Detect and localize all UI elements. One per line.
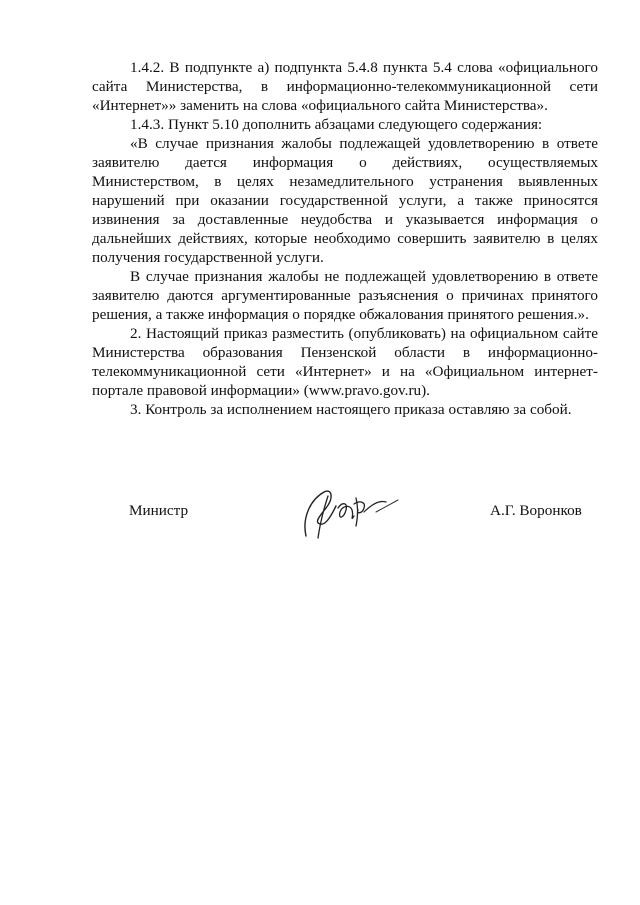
handwritten-signature bbox=[294, 478, 404, 548]
signatory-title: Министр bbox=[129, 502, 189, 519]
paragraph-complaint-satisfied: «В случае признания жалобы подлежащей удовлетворению в ответе заявителю дается информация о действиях, осуществляемых Министерством, в целях незамедлительного устранения выявленных нарушений при оказании государственной услуги, а также приносятся извинения за доставленные неудобства и указывается информация о дальнейших действиях, которые необходимо совершить заявителю в целях получения государственной услуги. bbox=[92, 135, 598, 266]
signature-block bbox=[0, 478, 640, 548]
paragraph-1-4-3: 1.4.3. Пункт 5.10 дополнить абзацами следующего содержания: bbox=[130, 116, 543, 133]
document-body bbox=[92, 58, 598, 419]
paragraph-1-4-2: 1.4.2. В подпункте а) подпункта 5.4.8 пункта 5.4 слова «официального сайта Министерства, в информационно-телекоммуникационной сети «Интернет»» заменить на слова «официального сайта Министерства». bbox=[92, 59, 598, 114]
paragraph-publication: 2. Настоящий приказ разместить (опубликовать) на официальном сайте Министерства образования Пензенской области в информационно-телекоммуникационной сети «Интернет» и на «Официальном интернет-портале правовой информации» (www.pravo.gov.ru). bbox=[92, 325, 598, 399]
signatory-name: А.Г. Воронков bbox=[490, 502, 582, 519]
paragraph-control: 3. Контроль за исполнением настоящего приказа оставляю за собой. bbox=[130, 401, 572, 418]
paragraph-complaint-rejected: В случае признания жалобы не подлежащей удовлетворению в ответе заявителю даются аргументированные разъяснения о причинах принятого решения, а также информация о порядке обжалования принятого решения.». bbox=[92, 268, 598, 323]
